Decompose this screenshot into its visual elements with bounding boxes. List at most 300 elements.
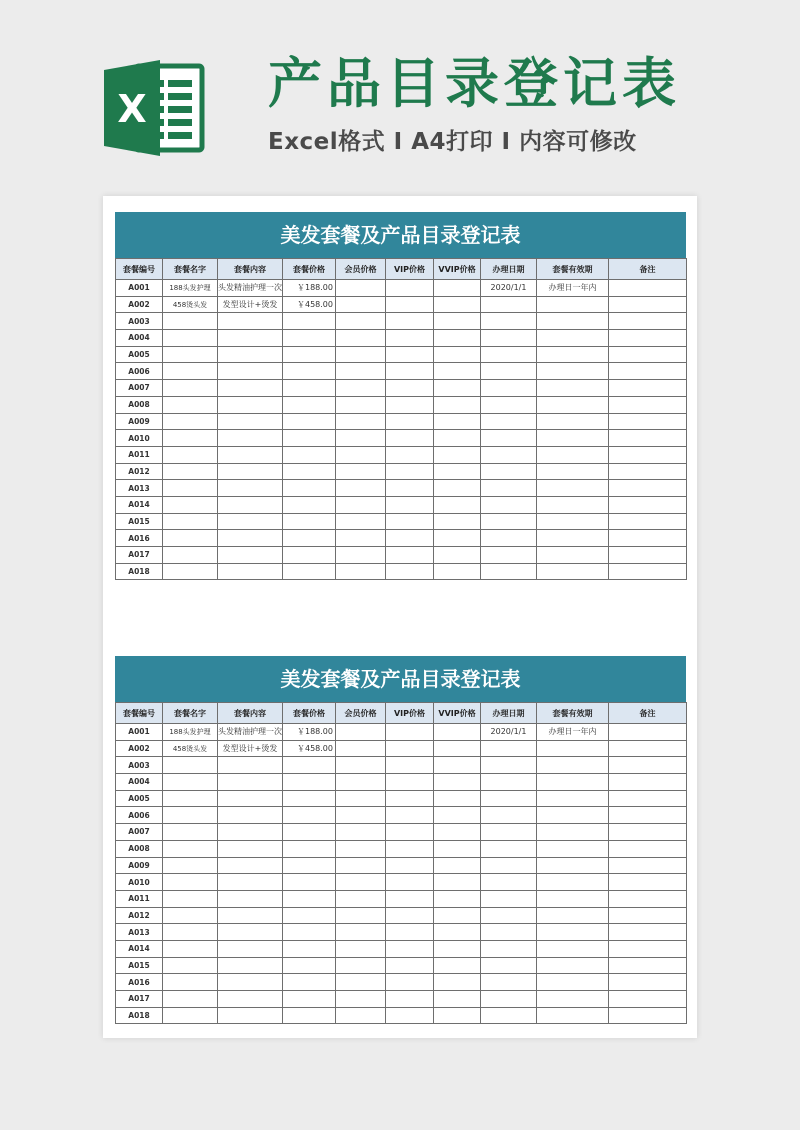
- table-cell[interactable]: [434, 563, 481, 580]
- table-cell[interactable]: [218, 857, 283, 874]
- table-cell[interactable]: [283, 774, 336, 791]
- table-cell[interactable]: [481, 907, 537, 924]
- table-cell[interactable]: [336, 790, 386, 807]
- table-cell[interactable]: [537, 547, 609, 564]
- table-cell[interactable]: [283, 957, 336, 974]
- table-cell[interactable]: [386, 991, 434, 1008]
- row-code-cell[interactable]: A008: [116, 396, 163, 413]
- table-cell[interactable]: [609, 740, 687, 757]
- table-cell[interactable]: [537, 774, 609, 791]
- table-cell[interactable]: [609, 757, 687, 774]
- table-cell[interactable]: [481, 957, 537, 974]
- table-cell[interactable]: [336, 940, 386, 957]
- table-cell[interactable]: [481, 757, 537, 774]
- table-cell[interactable]: [386, 363, 434, 380]
- table-cell[interactable]: [537, 874, 609, 891]
- table-cell[interactable]: [386, 724, 434, 741]
- table-cell[interactable]: [537, 740, 609, 757]
- table-cell[interactable]: [537, 313, 609, 330]
- table-cell[interactable]: [434, 280, 481, 297]
- table-cell[interactable]: [481, 446, 537, 463]
- table-cell[interactable]: [609, 280, 687, 297]
- table-cell[interactable]: [537, 463, 609, 480]
- table-cell[interactable]: [218, 413, 283, 430]
- table-cell[interactable]: [163, 313, 218, 330]
- table-cell[interactable]: [163, 940, 218, 957]
- table-cell[interactable]: [434, 924, 481, 941]
- table-cell[interactable]: [283, 413, 336, 430]
- row-code-cell[interactable]: A005: [116, 790, 163, 807]
- table-cell[interactable]: [537, 757, 609, 774]
- table-cell[interactable]: [336, 991, 386, 1008]
- table-cell[interactable]: [609, 396, 687, 413]
- table-cell[interactable]: [218, 890, 283, 907]
- table-cell[interactable]: [283, 940, 336, 957]
- table-cell[interactable]: [218, 363, 283, 380]
- table-cell[interactable]: [386, 840, 434, 857]
- table-cell[interactable]: [434, 790, 481, 807]
- table-cell[interactable]: [163, 757, 218, 774]
- table-cell[interactable]: 2020/1/1: [481, 724, 537, 741]
- table-cell[interactable]: [283, 480, 336, 497]
- table-cell[interactable]: [609, 513, 687, 530]
- table-cell[interactable]: [434, 974, 481, 991]
- table-cell[interactable]: [336, 413, 386, 430]
- table-cell[interactable]: [481, 547, 537, 564]
- table-cell[interactable]: [609, 991, 687, 1008]
- table-cell[interactable]: [336, 513, 386, 530]
- table-cell[interactable]: [537, 890, 609, 907]
- table-cell[interactable]: [609, 957, 687, 974]
- table-cell[interactable]: [537, 790, 609, 807]
- row-code-cell[interactable]: A001: [116, 280, 163, 297]
- table-cell[interactable]: [163, 1007, 218, 1024]
- table-cell[interactable]: [283, 824, 336, 841]
- table-cell[interactable]: [386, 380, 434, 397]
- table-cell[interactable]: [434, 413, 481, 430]
- table-cell[interactable]: [434, 940, 481, 957]
- table-cell[interactable]: [283, 563, 336, 580]
- table-cell[interactable]: [163, 857, 218, 874]
- table-cell[interactable]: [386, 530, 434, 547]
- table-cell[interactable]: [218, 790, 283, 807]
- table-cell[interactable]: [218, 974, 283, 991]
- table-cell[interactable]: [537, 807, 609, 824]
- row-code-cell[interactable]: A018: [116, 1007, 163, 1024]
- table-cell[interactable]: [283, 547, 336, 564]
- table-cell[interactable]: [336, 280, 386, 297]
- table-cell[interactable]: [283, 346, 336, 363]
- table-cell[interactable]: [434, 430, 481, 447]
- table-cell[interactable]: [537, 991, 609, 1008]
- table-cell[interactable]: [283, 840, 336, 857]
- table-cell[interactable]: [386, 824, 434, 841]
- table-cell[interactable]: [481, 857, 537, 874]
- table-cell[interactable]: [218, 480, 283, 497]
- table-cell[interactable]: [336, 430, 386, 447]
- table-cell[interactable]: [283, 396, 336, 413]
- table-cell[interactable]: [537, 380, 609, 397]
- row-code-cell[interactable]: A003: [116, 757, 163, 774]
- table-cell[interactable]: [537, 363, 609, 380]
- table-cell[interactable]: [163, 790, 218, 807]
- table-cell[interactable]: [434, 480, 481, 497]
- table-cell[interactable]: [163, 413, 218, 430]
- table-cell[interactable]: [283, 513, 336, 530]
- table-cell[interactable]: [283, 907, 336, 924]
- row-code-cell[interactable]: A017: [116, 991, 163, 1008]
- row-code-cell[interactable]: A012: [116, 463, 163, 480]
- table-cell[interactable]: [336, 446, 386, 463]
- table-cell[interactable]: [537, 396, 609, 413]
- table-cell[interactable]: [386, 346, 434, 363]
- table-cell[interactable]: [386, 446, 434, 463]
- table-cell[interactable]: ￥458.00: [283, 740, 336, 757]
- table-cell[interactable]: [537, 480, 609, 497]
- table-cell[interactable]: [386, 757, 434, 774]
- table-cell[interactable]: [537, 430, 609, 447]
- table-cell[interactable]: [481, 396, 537, 413]
- table-cell[interactable]: 办理日一年内: [537, 280, 609, 297]
- table-cell[interactable]: [434, 757, 481, 774]
- table-cell[interactable]: 头发精油护理一次: [218, 280, 283, 297]
- table-cell[interactable]: [386, 396, 434, 413]
- table-cell[interactable]: 头发精油护理一次: [218, 724, 283, 741]
- table-cell[interactable]: [336, 724, 386, 741]
- table-cell[interactable]: [386, 480, 434, 497]
- table-cell[interactable]: [434, 740, 481, 757]
- row-code-cell[interactable]: A015: [116, 957, 163, 974]
- table-cell[interactable]: [481, 463, 537, 480]
- table-cell[interactable]: [336, 857, 386, 874]
- table-cell[interactable]: [537, 840, 609, 857]
- row-code-cell[interactable]: A010: [116, 874, 163, 891]
- table-cell[interactable]: [163, 840, 218, 857]
- row-code-cell[interactable]: A011: [116, 446, 163, 463]
- table-cell[interactable]: [434, 396, 481, 413]
- row-code-cell[interactable]: A008: [116, 840, 163, 857]
- table-cell[interactable]: [386, 313, 434, 330]
- table-cell[interactable]: [537, 446, 609, 463]
- table-cell[interactable]: [163, 430, 218, 447]
- table-cell[interactable]: [481, 740, 537, 757]
- table-cell[interactable]: [481, 363, 537, 380]
- table-cell[interactable]: [283, 330, 336, 347]
- table-cell[interactable]: [537, 296, 609, 313]
- row-code-cell[interactable]: A002: [116, 740, 163, 757]
- table-cell[interactable]: [163, 346, 218, 363]
- table-cell[interactable]: [336, 874, 386, 891]
- table-cell[interactable]: [609, 296, 687, 313]
- table-cell[interactable]: [386, 940, 434, 957]
- table-cell[interactable]: [283, 874, 336, 891]
- table-cell[interactable]: [481, 513, 537, 530]
- table-cell[interactable]: [163, 330, 218, 347]
- table-cell[interactable]: ￥458.00: [283, 296, 336, 313]
- table-cell[interactable]: [386, 563, 434, 580]
- table-cell[interactable]: [609, 940, 687, 957]
- table-cell[interactable]: [609, 724, 687, 741]
- table-cell[interactable]: [163, 890, 218, 907]
- row-code-cell[interactable]: A014: [116, 940, 163, 957]
- table-cell[interactable]: [283, 313, 336, 330]
- table-cell[interactable]: [386, 974, 434, 991]
- table-cell[interactable]: [434, 907, 481, 924]
- table-cell[interactable]: [218, 380, 283, 397]
- table-cell[interactable]: [481, 380, 537, 397]
- table-cell[interactable]: [481, 296, 537, 313]
- table-cell[interactable]: [283, 430, 336, 447]
- table-cell[interactable]: [218, 940, 283, 957]
- table-cell[interactable]: [336, 346, 386, 363]
- table-cell[interactable]: [481, 1007, 537, 1024]
- table-cell[interactable]: [336, 563, 386, 580]
- table-cell[interactable]: [218, 907, 283, 924]
- table-cell[interactable]: [537, 974, 609, 991]
- table-cell[interactable]: [434, 857, 481, 874]
- table-cell[interactable]: 发型设计+烫发: [218, 740, 283, 757]
- table-cell[interactable]: [609, 346, 687, 363]
- table-cell[interactable]: [163, 824, 218, 841]
- table-cell[interactable]: [218, 346, 283, 363]
- table-cell[interactable]: [434, 724, 481, 741]
- table-cell[interactable]: [434, 807, 481, 824]
- table-cell[interactable]: [481, 790, 537, 807]
- table-cell[interactable]: [386, 857, 434, 874]
- table-cell[interactable]: [163, 547, 218, 564]
- table-cell[interactable]: [336, 974, 386, 991]
- table-cell[interactable]: [386, 413, 434, 430]
- table-cell[interactable]: [163, 991, 218, 1008]
- table-cell[interactable]: [481, 413, 537, 430]
- table-cell[interactable]: [386, 547, 434, 564]
- table-cell[interactable]: [283, 496, 336, 513]
- table-cell[interactable]: [434, 874, 481, 891]
- table-cell[interactable]: [283, 890, 336, 907]
- row-code-cell[interactable]: A010: [116, 430, 163, 447]
- table-cell[interactable]: [163, 807, 218, 824]
- table-cell[interactable]: 发型设计+烫发: [218, 296, 283, 313]
- table-cell[interactable]: [481, 330, 537, 347]
- table-cell[interactable]: [481, 480, 537, 497]
- table-cell[interactable]: 458烫头发: [163, 296, 218, 313]
- table-cell[interactable]: [386, 296, 434, 313]
- table-cell[interactable]: [481, 974, 537, 991]
- row-code-cell[interactable]: A006: [116, 363, 163, 380]
- row-code-cell[interactable]: A004: [116, 774, 163, 791]
- table-cell[interactable]: [481, 774, 537, 791]
- table-cell[interactable]: [336, 907, 386, 924]
- table-cell[interactable]: [218, 446, 283, 463]
- table-cell[interactable]: [609, 380, 687, 397]
- table-cell[interactable]: [386, 874, 434, 891]
- table-cell[interactable]: [434, 346, 481, 363]
- table-cell[interactable]: [336, 957, 386, 974]
- table-cell[interactable]: [218, 463, 283, 480]
- table-cell[interactable]: [481, 313, 537, 330]
- table-cell[interactable]: [481, 940, 537, 957]
- table-cell[interactable]: [537, 330, 609, 347]
- table-cell[interactable]: [336, 530, 386, 547]
- table-cell[interactable]: [481, 890, 537, 907]
- table-cell[interactable]: [283, 790, 336, 807]
- table-cell[interactable]: [386, 463, 434, 480]
- table-cell[interactable]: [609, 857, 687, 874]
- table-cell[interactable]: [609, 480, 687, 497]
- table-cell[interactable]: [218, 991, 283, 1008]
- table-cell[interactable]: [609, 530, 687, 547]
- row-code-cell[interactable]: A004: [116, 330, 163, 347]
- table-cell[interactable]: [163, 480, 218, 497]
- table-cell[interactable]: [283, 757, 336, 774]
- table-cell[interactable]: [386, 774, 434, 791]
- table-cell[interactable]: [481, 824, 537, 841]
- table-cell[interactable]: [336, 330, 386, 347]
- table-cell[interactable]: [481, 840, 537, 857]
- table-cell[interactable]: [609, 563, 687, 580]
- table-cell[interactable]: [609, 547, 687, 564]
- table-cell[interactable]: [163, 446, 218, 463]
- table-cell[interactable]: [609, 413, 687, 430]
- table-cell[interactable]: [218, 824, 283, 841]
- table-cell[interactable]: [537, 413, 609, 430]
- row-code-cell[interactable]: A003: [116, 313, 163, 330]
- table-cell[interactable]: [481, 563, 537, 580]
- table-cell[interactable]: [336, 824, 386, 841]
- table-cell[interactable]: ￥188.00: [283, 280, 336, 297]
- table-cell[interactable]: [336, 757, 386, 774]
- table-cell[interactable]: [283, 807, 336, 824]
- table-cell[interactable]: [218, 757, 283, 774]
- table-cell[interactable]: [481, 991, 537, 1008]
- table-cell[interactable]: [218, 924, 283, 941]
- row-code-cell[interactable]: A011: [116, 890, 163, 907]
- table-cell[interactable]: [163, 380, 218, 397]
- table-cell[interactable]: [218, 1007, 283, 1024]
- table-cell[interactable]: [218, 396, 283, 413]
- table-cell[interactable]: [434, 330, 481, 347]
- table-cell[interactable]: [163, 496, 218, 513]
- table-cell[interactable]: [537, 346, 609, 363]
- table-cell[interactable]: [386, 513, 434, 530]
- table-cell[interactable]: [218, 874, 283, 891]
- table-cell[interactable]: [218, 840, 283, 857]
- table-cell[interactable]: [283, 363, 336, 380]
- table-cell[interactable]: [434, 890, 481, 907]
- table-cell[interactable]: ￥188.00: [283, 724, 336, 741]
- table-cell[interactable]: [434, 991, 481, 1008]
- row-code-cell[interactable]: A014: [116, 496, 163, 513]
- table-cell[interactable]: [434, 1007, 481, 1024]
- table-cell[interactable]: [537, 857, 609, 874]
- table-cell[interactable]: [434, 957, 481, 974]
- table-cell[interactable]: [481, 346, 537, 363]
- table-cell[interactable]: [434, 313, 481, 330]
- table-cell[interactable]: [609, 1007, 687, 1024]
- table-cell[interactable]: 2020/1/1: [481, 280, 537, 297]
- table-cell[interactable]: [609, 924, 687, 941]
- table-cell[interactable]: [537, 496, 609, 513]
- table-cell[interactable]: [386, 280, 434, 297]
- table-cell[interactable]: [218, 430, 283, 447]
- table-cell[interactable]: 188头发护理: [163, 724, 218, 741]
- table-cell[interactable]: [537, 1007, 609, 1024]
- table-cell[interactable]: [163, 957, 218, 974]
- table-cell[interactable]: [537, 513, 609, 530]
- table-cell[interactable]: [283, 857, 336, 874]
- table-cell[interactable]: [163, 774, 218, 791]
- table-cell[interactable]: [386, 907, 434, 924]
- table-cell[interactable]: [481, 924, 537, 941]
- row-code-cell[interactable]: A012: [116, 907, 163, 924]
- table-cell[interactable]: [609, 430, 687, 447]
- table-cell[interactable]: [537, 824, 609, 841]
- table-cell[interactable]: [218, 530, 283, 547]
- table-cell[interactable]: [434, 840, 481, 857]
- table-cell[interactable]: [609, 330, 687, 347]
- table-cell[interactable]: [218, 957, 283, 974]
- row-code-cell[interactable]: A013: [116, 480, 163, 497]
- table-cell[interactable]: [218, 313, 283, 330]
- table-cell[interactable]: [163, 563, 218, 580]
- table-cell[interactable]: [537, 563, 609, 580]
- table-cell[interactable]: [218, 774, 283, 791]
- table-cell[interactable]: [386, 740, 434, 757]
- table-cell[interactable]: [386, 890, 434, 907]
- table-cell[interactable]: [434, 380, 481, 397]
- table-cell[interactable]: [609, 463, 687, 480]
- table-cell[interactable]: [386, 807, 434, 824]
- table-cell[interactable]: [336, 774, 386, 791]
- table-cell[interactable]: [434, 774, 481, 791]
- table-cell[interactable]: [609, 890, 687, 907]
- table-cell[interactable]: [386, 790, 434, 807]
- row-code-cell[interactable]: A006: [116, 807, 163, 824]
- table-cell[interactable]: [609, 824, 687, 841]
- row-code-cell[interactable]: A016: [116, 974, 163, 991]
- table-cell[interactable]: [609, 446, 687, 463]
- table-cell[interactable]: [218, 563, 283, 580]
- table-cell[interactable]: [434, 824, 481, 841]
- table-cell[interactable]: [609, 496, 687, 513]
- table-cell[interactable]: [434, 530, 481, 547]
- table-cell[interactable]: [336, 296, 386, 313]
- table-cell[interactable]: [537, 907, 609, 924]
- table-cell[interactable]: [163, 363, 218, 380]
- table-cell[interactable]: [386, 1007, 434, 1024]
- table-cell[interactable]: [609, 313, 687, 330]
- row-code-cell[interactable]: A007: [116, 824, 163, 841]
- table-cell[interactable]: [336, 463, 386, 480]
- table-cell[interactable]: [336, 807, 386, 824]
- table-cell[interactable]: [336, 890, 386, 907]
- table-cell[interactable]: [283, 991, 336, 1008]
- table-cell[interactable]: [537, 924, 609, 941]
- table-cell[interactable]: [386, 430, 434, 447]
- table-cell[interactable]: [336, 1007, 386, 1024]
- table-cell[interactable]: [434, 513, 481, 530]
- table-cell[interactable]: [163, 396, 218, 413]
- table-cell[interactable]: [609, 874, 687, 891]
- table-cell[interactable]: [336, 496, 386, 513]
- table-cell[interactable]: [434, 296, 481, 313]
- table-cell[interactable]: [283, 463, 336, 480]
- row-code-cell[interactable]: A005: [116, 346, 163, 363]
- table-cell[interactable]: [218, 496, 283, 513]
- table-cell[interactable]: [336, 924, 386, 941]
- table-cell[interactable]: [609, 774, 687, 791]
- row-code-cell[interactable]: A002: [116, 296, 163, 313]
